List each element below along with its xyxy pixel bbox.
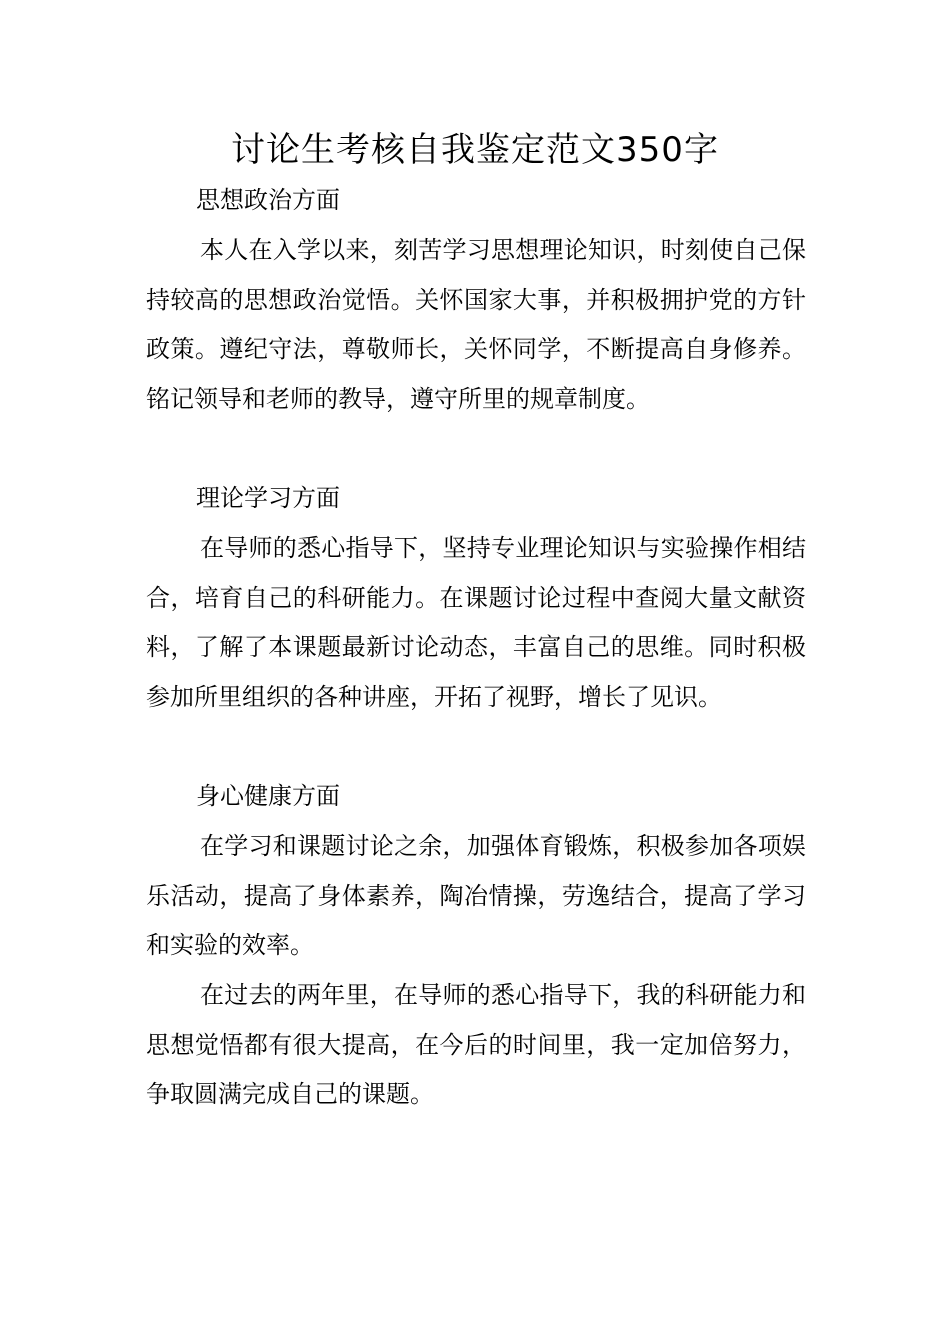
- section-paragraph-theory: 在导师的悉心指导下，坚持专业理论知识与实验操作相结合，培育自己的科研能力。在课题讨论过程中查阅大量文献资料，了解了本课题最新讨论动态，丰富自己的思维。同时积极参加所里组织的各种讲座，开拓了视野，增长了见识。: [146, 534, 806, 711]
- section-paragraph-health: 在学习和课题讨论之余，加强体育锻炼，积极参加各项娱乐活动，提高了身体素养，陶冶情操，劳逸结合，提高了学习和实验的效率。: [146, 832, 806, 960]
- section-paragraph-politics: 本人在入学以来，刻苦学习思想理论知识，时刻使自己保持较高的思想政治觉悟。关怀国家大事，并积极拥护党的方针政策。遵纪守法，尊敬师长，关怀同学，不断提高自身修养。铭记领导和老师的教导，遵守所里的规章制度。: [146, 236, 806, 413]
- section-heading-politics: 思想政治方面: [196, 186, 340, 214]
- section-heading-health: 身心健康方面: [196, 782, 340, 810]
- section-heading-theory: 理论学习方面: [196, 484, 340, 512]
- closing-paragraph: 在过去的两年里，在导师的悉心指导下，我的科研能力和思想觉悟都有很大提高，在今后的时间里，我一定加倍努力，争取圆满完成自己的课题。: [146, 981, 806, 1109]
- document-title: 讨论生考核自我鉴定范文350字: [231, 130, 719, 170]
